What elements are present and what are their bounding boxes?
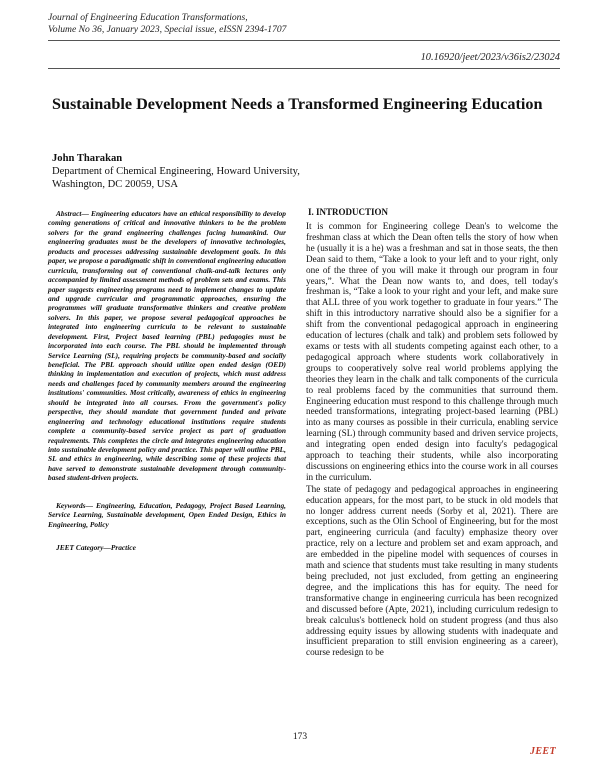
journal-line: Volume No 36, January 2023, Special issue, eISSN 2394-1707 [48,23,287,35]
journal-line: Journal of Engineering Education Transformations, [48,12,248,23]
author-name: John Tharakan [52,153,123,164]
doi[interactable]: 10.16920/jeet/2023/v36is2/23024 [420,52,560,63]
body-paragraph: It is common for Engineering college Dean's to welcome the freshman class at which the Dean often tells the story of how when he (usually it is a he) was a freshman and sat in those seats, the then Dean said to them, “Take a look to your left and to your right, only one of the three of you will make it through our program in four years,”. What the Dean now wants to, and does, tell today's freshman is, “Take a look to your right and your left, and make sure that ALL three of you work together to graduate in four years.” The shift in this introductory narrative should also be a signifier for a shift from the conventional pedagogical approach in engineering education of lectures (chalk and talk) and problem sets followed by exams or tests with all students competing against each other, to a pedagogical approach where students work collaboratively in groups to cooperatively solve real world problems applying the theories they learn in the chalk and talk components of the curricula to real problems faced by the communities that surround them. Engineering education must respond to this challenge through much needed transformations, integrating project-based learning (PBL) into as many courses as possible in their curricula, enabling service learning (SL) through community based and driven service projects, and integrating open ended design into faculty's pedagogical approach to teaching their students, while also incorporating discussions on engineering ethics into the course work in all courses in the curriculum. [306,221,558,482]
header-divider [48,40,560,41]
jeet-category: JEET Category—Practice [56,543,136,553]
paper-title: Sustainable Development Needs a Transformed Engineering Education [52,95,543,113]
author-block [52,152,352,191]
author-affiliation: Washington, DC 20059, USA [52,179,178,190]
left-column [48,209,286,552]
right-column [306,207,558,658]
body-paragraph: The state of pedagogy and pedagogical approaches in engineering education appears, for the most part, to be stuck in old models that no longer address current needs (Sorby et al, 2021). There are exceptions, such as the Olin School of Engineering, but for the most part, engineering curricula (and faculty) emphasize theory over practice, rely on a lecture and problem set and exam approach, and are embedded in the pipeline model with sequences of courses in math and science that students must take resulting in many students being precluded, not just excluded, from getting an engineering degree, and the implications this has for equity. The need for transformative change in engineering curricula has been recognized and discussed before (Apte, 2021), including curriculum redesign to break calculus's bottleneck hold on student progress (and thus also addressing equity issues by allowing students with inadequate and insufficient preparation to still envision engineering as a career), course redesign to be [306,483,558,658]
journal-header [48,12,286,35]
abstract: Abstract— Engineering educators have an ethical responsibility to develop coming generations of critical and innovative thinkers to be the problem solvers for the grand engineering challenges facing humankind. Our engineering graduates must be the developers of innovative technologies, products and processes addressing sustainable development goals. In this paper, we propose a paradigmatic shift in conventional engineering education curricula, transforming out of conventional chalk-and-talk lectures only accompanied by limited assessment methods of problem sets and exams. This paper suggests engineering programs need to implement changes to update and upgrade curricular and programmatic approaches, ensuring the programmes will graduate transformative thinkers and creative problem solvers. In this paper, we propose several pedagogical approaches be integrated into engineering curricula to be relevant to sustainable development. First, Project based learning (PBL) pedagogies must be incorporated into each course. The PBL should be implemented through Service Learning (SL), requiring projects be community-based and socially beneficial. The PBL approach should utilize open ended design (OED) thinking in implementation and execution of projects, which must address needs and challenges faced by community members around the engineering institutions' communities. Most critically, awareness of ethics in engineering should be integrated into all courses. From the government's policy perspective, they should mandate that government funded and private engineering and technology educational institutions require students complete a community-based service project as part of graduation requirements. This completes the circle and integrates engineering education into sustainable development policy and practice. This paper will outline PBL, SL and ethics in engineering, while describing some of these projects that have served to demonstrate sustainable development through community-based student-driven projects. [48,209,286,483]
keywords: Keywords— Engineering, Education, Pedagogy, Project Based Learning, Service Learning, Sustainable development, Open Ended Design, Ethics in Engineering, Policy [48,500,286,529]
author-affiliation: Department of Chemical Engineering, Howard University, [52,166,300,177]
jeet-logo: JEET [529,746,556,757]
doi-divider [48,68,560,69]
section-heading-introduction: I. INTRODUCTION [308,207,389,217]
page-number: 173 [292,732,308,742]
